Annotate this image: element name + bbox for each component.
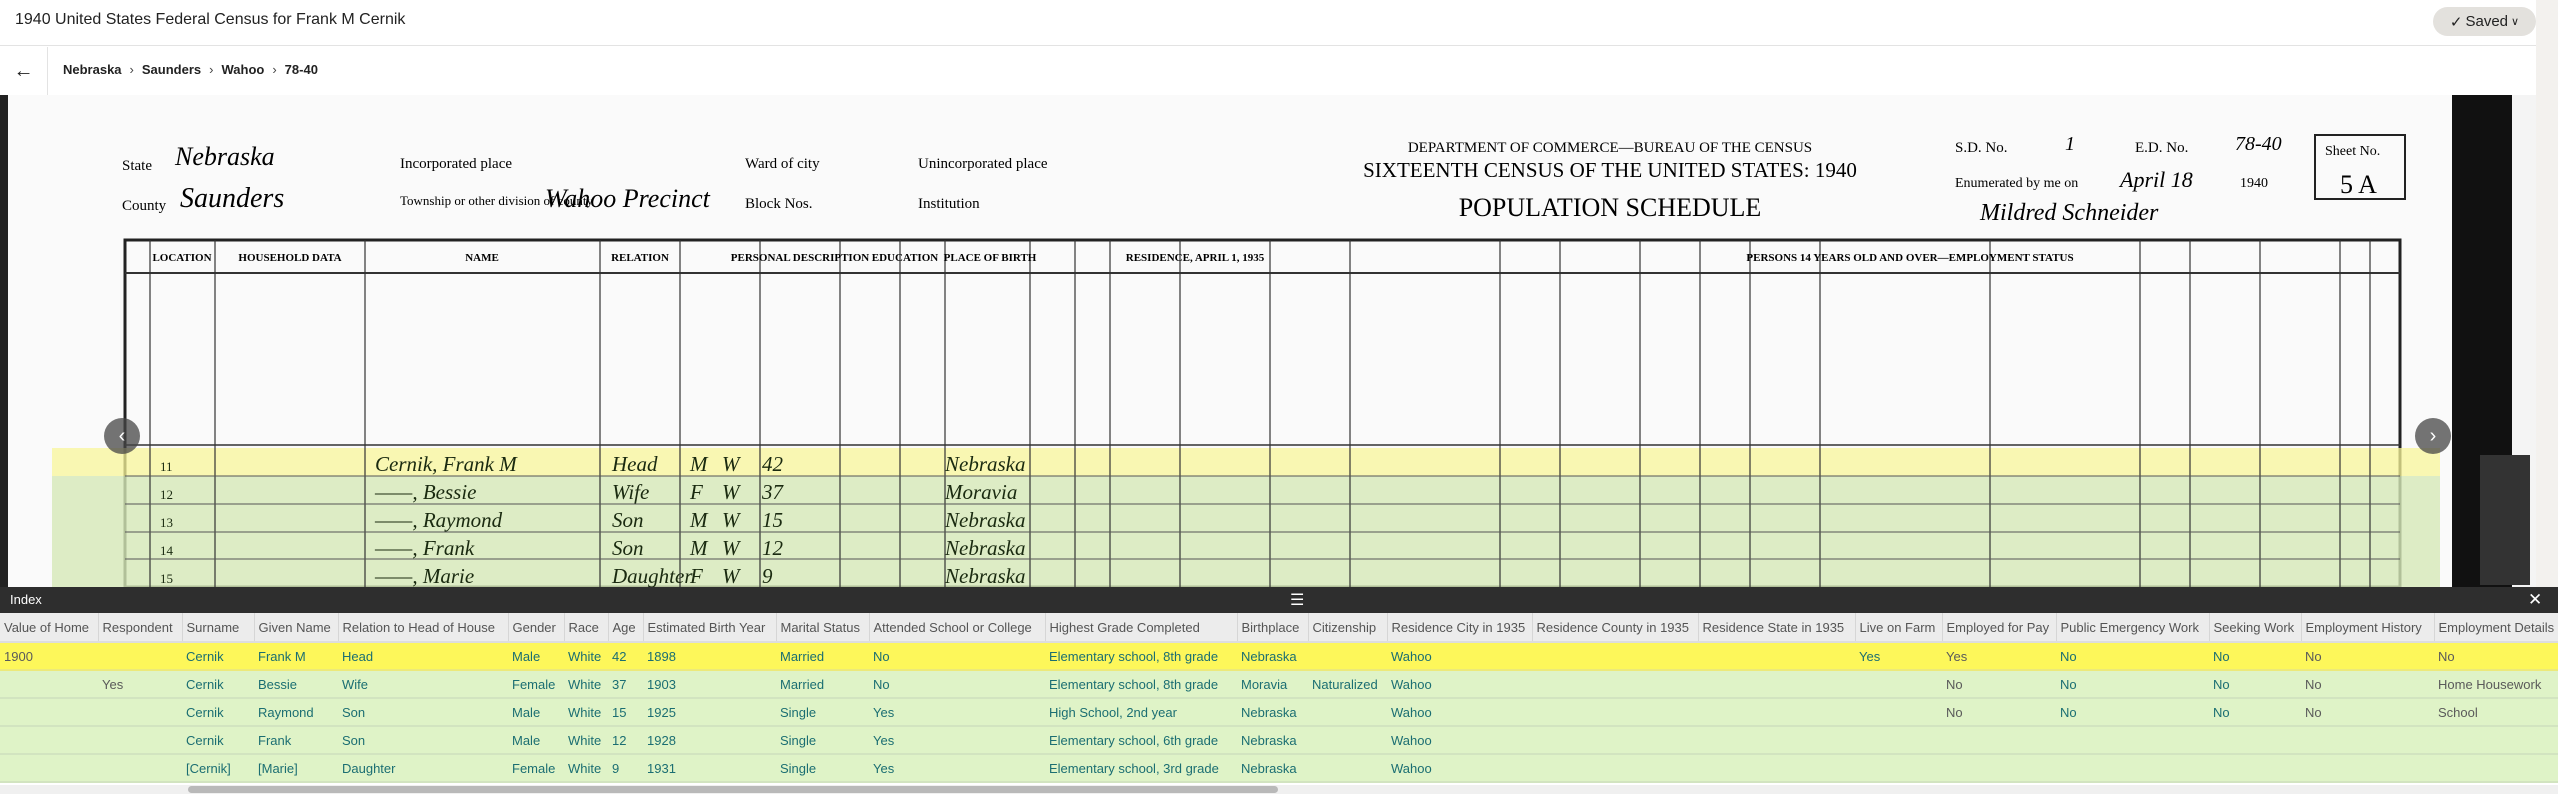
next-page-button[interactable] [2415,418,2451,454]
column-header[interactable]: Citizenship [1308,613,1387,642]
census-page-image [0,95,2536,587]
table-cell [2301,726,2434,754]
previous-page-button[interactable] [104,418,140,454]
table-cell: Married [776,670,869,698]
saved-label: Saved [2465,13,2509,30]
table-cell: No [2056,670,2209,698]
table-cell [1308,754,1387,782]
table-cell: Elementary school, 8th grade [1045,642,1237,670]
table-row[interactable] [0,642,2558,670]
census-entry-age: 9 [762,564,773,587]
doc-top-line: DEPARTMENT OF COMMERCE—BUREAU OF THE CENSUS [1407,140,1813,156]
census-entry-no: 15 [160,571,173,586]
breadcrumb-city[interactable]: Wahoo [221,62,265,77]
census-entry-sex: M [690,536,708,560]
enumerated-label: Enumerated by me on [1955,176,2079,191]
index-title: Index [10,592,42,607]
census-entry-no: 11 [160,459,173,474]
table-row[interactable] [0,698,2558,726]
form-column-heading: LOCATION [152,252,212,264]
table-cell [2209,754,2301,782]
table-cell: White [564,698,608,726]
breadcrumb [63,62,318,77]
census-entry-sex: F [690,480,703,504]
table-cell [2056,726,2209,754]
breadcrumb-bar [0,47,2536,95]
table-cell [98,726,182,754]
index-table [0,613,2558,783]
table-cell: Wahoo [1387,754,1532,782]
table-cell: 1931 [643,754,776,782]
table-cell [1855,754,1942,782]
table-cell: Moravia [1237,670,1308,698]
breadcrumb-district: 78-40 [284,62,318,77]
page-title: 1940 United States Federal Census for Frank M Cernik [15,11,406,28]
table-cell [1308,698,1387,726]
table-cell: 1900 [0,642,98,670]
form-column-heading: EDUCATION [871,252,939,264]
census-entry-name: ——, Frank [375,536,475,560]
table-cell: 1925 [643,698,776,726]
table-cell: 37 [608,670,643,698]
table-cell: Single [776,698,869,726]
table-cell: [Cernik] [182,754,254,782]
table-cell: 1928 [643,726,776,754]
table-cell: Naturalized [1308,670,1387,698]
sheet-value: 5 A [2340,170,2377,199]
incorporated-label: Incorporated place [400,156,513,172]
table-cell: 42 [608,642,643,670]
enumerated-date: April 18 [2120,167,2193,192]
form-column-heading: NAME [465,252,499,264]
enumerator-name: Mildred Schneider [1980,200,2159,226]
back-arrow-icon[interactable]: ← [0,47,48,95]
state-label: State [122,158,152,174]
table-cell [1308,726,1387,754]
table-cell: Elementary school, 3rd grade [1045,754,1237,782]
column-header[interactable]: Gender [508,613,564,642]
table-cell: Frank [254,726,338,754]
census-entry-relation: Wife [612,480,650,504]
table-cell: Yes [869,754,1045,782]
census-entry-birth: Nebraska [945,452,1026,476]
table-cell: No [2209,698,2301,726]
census-entry-name: ——, Marie [375,564,475,587]
census-entry-no: 12 [160,487,173,502]
table-cell [1698,642,1855,670]
census-entry-age: 12 [762,536,783,560]
census-entry-age: 42 [762,452,783,476]
table-cell: No [2056,698,2209,726]
table-cell: Bessie [254,670,338,698]
table-cell: No [1942,670,2056,698]
table-cell: Head [338,642,508,670]
table-cell [1532,670,1698,698]
index-panel-header [0,587,2558,613]
ed-label: E.D. No. [2135,140,2189,156]
table-cell: Cernik [182,670,254,698]
breadcrumb-county[interactable]: Saunders [141,62,202,77]
column-header[interactable]: Residence County in 1935 [1532,613,1698,642]
chevron-right-icon: › [2429,424,2437,447]
table-cell: No [2301,698,2434,726]
table-cell [1698,754,1855,782]
state-value: Nebraska [175,142,275,171]
right-panel-edge [2536,0,2558,600]
column-header[interactable]: Employment History [2301,613,2434,642]
close-icon[interactable]: ✕ [2528,590,2543,609]
chevron-right-icon: › [272,62,277,77]
chevron-left-icon: ‹ [118,424,126,447]
census-entry-name: ——, Bessie [375,480,477,504]
census-entry-no: 13 [160,515,173,530]
doc-subheading: POPULATION SCHEDULE [1458,193,1762,222]
census-entry-relation: Son [612,508,644,532]
sd-label: S.D. No. [1955,140,2008,156]
table-cell [1532,698,1698,726]
census-entry-relation: Head [612,452,658,476]
table-cell: White [564,642,608,670]
table-cell: Nebraska [1237,726,1308,754]
column-header[interactable]: Race [564,613,608,642]
unincorporated-label: Unincorporated place [918,156,1048,172]
column-header[interactable]: Marital Status [776,613,869,642]
sd-value: 1 [2065,133,2075,155]
column-header[interactable]: Residence State in 1935 [1698,613,1855,642]
table-cell: 1898 [643,642,776,670]
column-header[interactable]: Birthplace [1237,613,1308,642]
chevron-right-icon: › [129,62,134,77]
column-header[interactable]: Employed for Pay [1942,613,2056,642]
table-cell: Son [338,698,508,726]
table-cell [1698,698,1855,726]
index-table-container[interactable] [0,613,2558,785]
table-cell: White [564,754,608,782]
table-cell [0,754,98,782]
table-cell [2434,726,2558,754]
form-column-heading: PERSONAL DESCRIPTION [730,252,870,264]
census-entry-name: ——, Raymond [375,508,503,532]
table-cell: Married [776,642,869,670]
saved-button[interactable] [2433,7,2536,36]
table-cell [1698,670,1855,698]
table-cell [1942,754,2056,782]
county-value: Saunders [180,183,285,214]
table-cell: Male [508,698,564,726]
column-header[interactable]: Respondent [98,613,182,642]
table-cell: School [2434,698,2558,726]
table-cell [2434,754,2558,782]
table-cell: Wahoo [1387,698,1532,726]
table-cell: No [869,642,1045,670]
table-cell [1308,642,1387,670]
table-cell: Frank M [254,642,338,670]
enumerated-year: 1940 [2240,176,2268,191]
table-cell [1532,642,1698,670]
census-entry-sex: M [690,508,708,532]
column-header[interactable]: Live on Farm [1855,613,1942,642]
census-entry-no: 14 [160,543,173,558]
census-entry-age: 15 [762,508,783,532]
form-column-heading: RESIDENCE, APRIL 1, 1935 [1125,252,1265,264]
table-cell: Nebraska [1237,642,1308,670]
table-cell: Cernik [182,726,254,754]
table-cell: 1903 [643,670,776,698]
census-entry-birth: Nebraska [945,564,1026,587]
table-cell [2056,754,2209,782]
column-header[interactable]: Surname [182,613,254,642]
column-header[interactable]: Residence City in 1935 [1387,613,1532,642]
table-cell: Wife [338,670,508,698]
table-cell: Elementary school, 6th grade [1045,726,1237,754]
table-cell: Male [508,642,564,670]
table-cell [1942,726,2056,754]
table-cell: Wahoo [1387,642,1532,670]
table-cell: Nebraska [1237,754,1308,782]
table-cell: No [2056,642,2209,670]
ed-value: 78-40 [2235,133,2282,155]
table-cell: Yes [869,698,1045,726]
table-cell: Single [776,754,869,782]
table-row[interactable] [0,726,2558,754]
form-column-heading: RELATION [611,252,669,264]
table-cell [1855,670,1942,698]
census-entry-birth: Moravia [945,480,1018,504]
scrollbar-thumb[interactable] [188,786,1278,793]
table-cell: No [2301,642,2434,670]
check-icon: ✓ [2449,13,2463,31]
table-cell: No [2209,670,2301,698]
table-cell: Wahoo [1387,670,1532,698]
table-cell: Wahoo [1387,726,1532,754]
table-cell: No [2434,642,2558,670]
table-cell: [Marie] [254,754,338,782]
census-entry-race: W [722,564,740,587]
table-cell: Daughter [338,754,508,782]
table-cell [98,642,182,670]
table-cell: Single [776,726,869,754]
form-column-heading: PLACE OF BIRTH [943,252,1037,264]
title-bar [0,0,2536,46]
table-cell: High School, 2nd year [1045,698,1237,726]
table-cell: No [2301,670,2434,698]
table-cell: Cernik [182,642,254,670]
census-entry-sex: F [690,564,703,587]
table-cell [98,754,182,782]
table-cell: Home Housework [2434,670,2558,698]
table-cell: Yes [869,726,1045,754]
table-row[interactable] [0,670,2558,698]
column-header[interactable]: Given Name [254,613,338,642]
column-header[interactable]: Value of Home [0,613,98,642]
table-cell [2301,754,2434,782]
column-header[interactable]: Employment Details [2434,613,2558,642]
block-label: Block Nos. [745,196,813,212]
chevron-down-icon: ∨ [2511,16,2520,28]
table-row[interactable] [0,754,2558,782]
table-cell: Raymond [254,698,338,726]
table-cell: White [564,670,608,698]
table-cell: Female [508,754,564,782]
table-cell [1532,754,1698,782]
census-entry-race: W [722,536,740,560]
census-entry-birth: Nebraska [945,536,1026,560]
census-entry-birth: Nebraska [945,508,1026,532]
table-cell: Female [508,670,564,698]
table-cell: Cernik [182,698,254,726]
census-entry-sex: M [690,452,708,476]
table-cell: 12 [608,726,643,754]
horizontal-scrollbar[interactable] [0,785,2558,794]
table-cell: No [869,670,1045,698]
table-cell [0,670,98,698]
table-cell [0,726,98,754]
table-cell [1532,726,1698,754]
table-cell: Elementary school, 8th grade [1045,670,1237,698]
table-cell [2209,726,2301,754]
census-entry-relation: Daughter [612,564,693,587]
table-cell: No [1942,698,2056,726]
table-cell [1698,726,1855,754]
column-header[interactable]: Estimated Birth Year [643,613,776,642]
table-cell [1855,726,1942,754]
census-entry-race: W [722,480,740,504]
table-cell: No [2209,642,2301,670]
column-header[interactable]: Highest Grade Completed [1045,613,1237,642]
table-cell [98,698,182,726]
table-cell: 9 [608,754,643,782]
breadcrumb-state[interactable]: Nebraska [63,62,122,77]
township-value: Wahoo Precinct [545,184,710,213]
column-header[interactable]: Seeking Work [2209,613,2301,642]
form-column-heading: HOUSEHOLD DATA [238,252,342,264]
table-cell: 15 [608,698,643,726]
census-entry-age: 37 [762,480,783,504]
census-entry-race: W [722,452,740,476]
census-entry-name: Cernik, Frank M [375,452,517,476]
column-header[interactable]: Relation to Head of House [338,613,508,642]
chevron-right-icon: › [209,62,214,77]
table-cell: White [564,726,608,754]
column-header[interactable]: Public Emergency Work [2056,613,2209,642]
census-entry-race: W [722,508,740,532]
census-image-viewer[interactable] [0,95,2536,587]
sheet-label: Sheet No. [2325,144,2381,159]
census-entry-relation: Son [612,536,644,560]
doc-heading: SIXTEENTH CENSUS OF THE UNITED STATES: 1940 [1363,158,1857,182]
column-header[interactable]: Attended School or College [869,613,1045,642]
table-cell: Yes [1942,642,2056,670]
table-cell: Nebraska [1237,698,1308,726]
table-cell: Yes [1855,642,1942,670]
table-cell: Yes [98,670,182,698]
ward-label: Ward of city [745,156,820,172]
table-cell: Male [508,726,564,754]
table-cell: Son [338,726,508,754]
county-label: County [122,198,167,214]
institution-label: Institution [918,196,980,212]
table-cell [1855,698,1942,726]
menu-icon[interactable]: ☰ [1290,592,1305,609]
table-cell [0,698,98,726]
column-header[interactable]: Age [608,613,643,642]
form-column-heading: PERSONS 14 YEARS OLD AND OVER—EMPLOYMENT STATUS [1746,252,2074,264]
township-label: Township or other division of county [400,193,593,208]
table-header-row [0,613,2558,642]
